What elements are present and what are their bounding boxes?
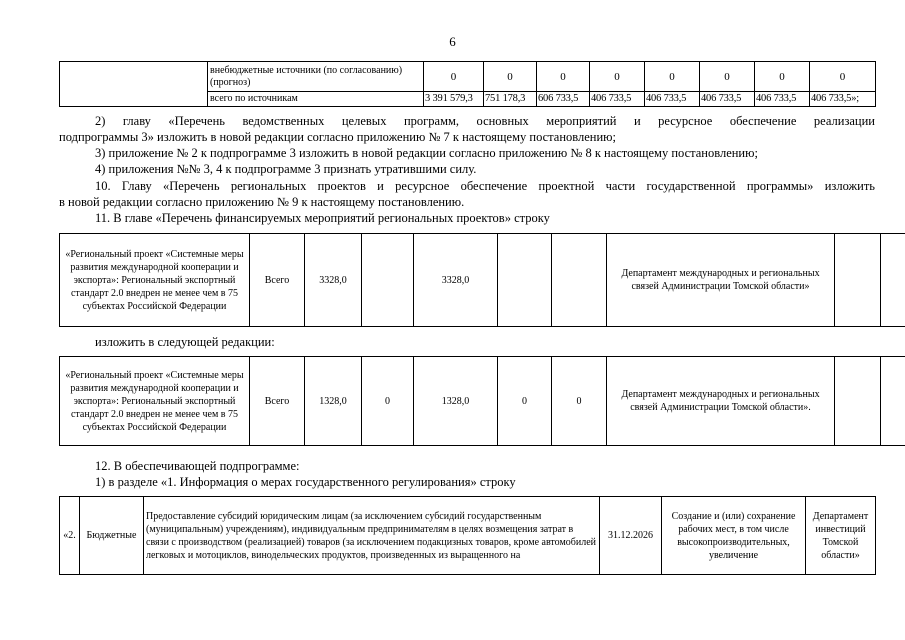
value-cell: 0 xyxy=(755,62,810,92)
paragraph-10-line-2: в новой редакции согласно приложению № 9 к настоящему постановлению. xyxy=(59,195,465,209)
paragraph-12: 12. В обеспечивающей подпрограмме: xyxy=(95,459,300,473)
paragraph-11: 11. В главе «Перечень финансируемых мероприятий региональных проектов» строку xyxy=(95,211,550,225)
total-cell: 406 733,5 xyxy=(645,92,700,107)
date-cell: 31.12.2026 xyxy=(600,497,662,575)
value-cell: 3328,0 xyxy=(414,234,498,327)
paragraph-12-1: 1) в разделе «1. Информация о мерах государственного регулирования» строку xyxy=(95,475,516,489)
result-cell: Создание и (или) сохранение рабочих мест, в том числе высокопроизводительных, увеличение xyxy=(662,497,806,575)
value-cell xyxy=(498,234,552,327)
between-text: изложить в следующей редакции: xyxy=(95,335,275,349)
department-cell: Департамент международных и региональных связей Администрации Томской области». xyxy=(607,357,835,446)
empty-cell xyxy=(881,234,905,327)
regulation-table xyxy=(59,496,876,575)
row-label: внебюджетные источники (по согласованию) (прогноз) xyxy=(208,62,424,92)
page-number: 6 xyxy=(449,34,456,49)
value-cell: 0 xyxy=(362,357,414,446)
financing-table xyxy=(59,61,876,107)
value-cell: 0 xyxy=(552,357,607,446)
description-cell: Предоставление субсидий юридическим лицам (за исключением субсидий государственным (муниципальным) учреждениям), индивидуальным предпринимателям в целях возмещения затрат в связи с производством (реализацией) товаров (за исключением подакцизных товаров, кроме автомобилей легковых и мотоциклов, винодельческих продуктов, произведенных из выращенного на xyxy=(144,497,600,575)
department-cell: Департамент инвестиций Томской области» xyxy=(806,497,876,575)
table-row xyxy=(60,497,876,575)
value-cell: 0 xyxy=(484,62,537,92)
total-cell: 606 733,5 xyxy=(537,92,590,107)
empty-cell xyxy=(60,62,208,107)
table-row xyxy=(60,234,905,327)
project-name-cell: «Региональный проект «Системные меры развития международной кооперации и экспорта»: Региональный экспортный стандарт 2.0 внедрен не менее чем в 75 субъектах Российской Федерации xyxy=(60,234,250,327)
total-cell: 3328,0 xyxy=(305,234,362,327)
source-cell: Всего xyxy=(250,234,305,327)
project-name-cell: «Региональный проект «Системные меры развития международной кооперации и экспорта»: Региональный экспортный стандарт 2.0 внедрен не менее чем в 75 субъектах Российской Федерации xyxy=(60,357,250,446)
value-cell: 0 xyxy=(590,62,645,92)
value-cell: 0 xyxy=(537,62,590,92)
table-row xyxy=(60,62,876,92)
new-row-table xyxy=(59,356,905,446)
value-cell: 0 xyxy=(424,62,484,92)
total-cell: 1328,0 xyxy=(305,357,362,446)
type-cell: Бюджетные xyxy=(80,497,144,575)
paragraph-2-line-1: 2) главу «Перечень ведомственных целевых программ, основных мероприятий и ресурсное обеспечение реализации xyxy=(95,114,875,128)
value-cell: 0 xyxy=(645,62,700,92)
value-cell: 0 xyxy=(700,62,755,92)
empty-cell xyxy=(835,234,881,327)
paragraph-10-line-1: 10. Главу «Перечень региональных проектов и ресурсное обеспечение проектной части государственной программы» изложить xyxy=(95,179,875,193)
old-row-table xyxy=(59,233,905,327)
total-cell: 406 733,5 xyxy=(590,92,645,107)
total-cell: 406 733,5 xyxy=(755,92,810,107)
value-cell xyxy=(552,234,607,327)
row-label: всего по источникам xyxy=(208,92,424,107)
value-cell xyxy=(362,234,414,327)
total-cell: 406 733,5 xyxy=(700,92,755,107)
department-cell: Департамент международных и региональных связей Администрации Томской области» xyxy=(607,234,835,327)
total-cell: 751 178,3 xyxy=(484,92,537,107)
empty-cell xyxy=(881,357,905,446)
paragraph-3: 3) приложение № 2 к подпрограмме 3 изложить в новой редакции согласно приложению № 8 к настоящему постановлению; xyxy=(95,146,758,160)
paragraph-2-line-2: подпрограммы 3» изложить в новой редакции согласно приложению № 7 к настоящему постановлению; xyxy=(59,130,616,144)
value-cell: 1328,0 xyxy=(414,357,498,446)
total-cell: 406 733,5»; xyxy=(810,92,876,107)
total-cell: 3 391 579,3 xyxy=(424,92,484,107)
value-cell: 0 xyxy=(810,62,876,92)
paragraph-4: 4) приложения №№ 3, 4 к подпрограмме 3 признать утратившими силу. xyxy=(95,162,477,176)
empty-cell xyxy=(835,357,881,446)
value-cell: 0 xyxy=(498,357,552,446)
table-row xyxy=(60,357,905,446)
source-cell: Всего xyxy=(250,357,305,446)
row-number-cell: «2. xyxy=(60,497,80,575)
